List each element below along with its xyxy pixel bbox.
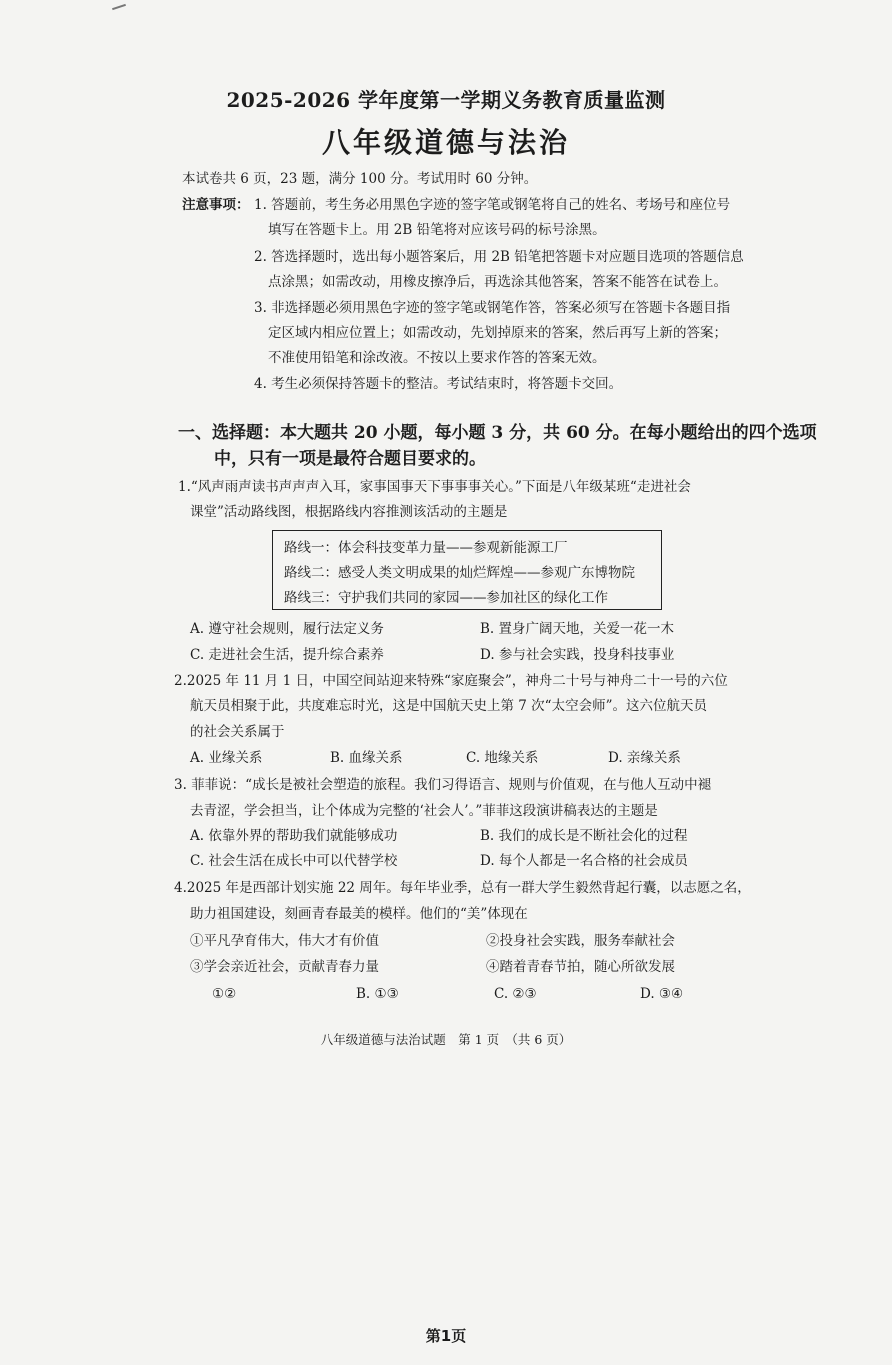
question-4-stem: 4.2025 年是西部计划实施 22 周年。每年毕业季，总有一群大学生毅然背起行囊，以志愿之名， bbox=[174, 880, 751, 896]
section-heading-cont: 中，只有一项是最符合题目要求的。 bbox=[214, 449, 486, 469]
section-heading: 一、选择题：本大题共 20 小题，每小题 3 分，共 60 分。在每小题给出的四个选项 bbox=[178, 423, 817, 443]
q1-option-d: D. 参与社会实践，投身科技事业 bbox=[480, 647, 675, 663]
q2-option-b: B. 血缘关系 bbox=[330, 750, 403, 766]
exam-title: 2025-2026 学年度第一学期义务教育质量监测 bbox=[226, 88, 666, 112]
note-line: 填写在答题卡上。用 2B 铅笔将对应该号码的标号涂黑。 bbox=[268, 222, 606, 238]
q2-option-a: A. 业缘关系 bbox=[190, 750, 263, 766]
question-3-stem: 3. 菲菲说：“成长是被社会塑造的旅程。我们习得语言、规则与价值观，在与他人互动中褪 bbox=[174, 777, 712, 793]
q1-option-c: C. 走进社会生活，提升综合素养 bbox=[190, 647, 384, 663]
q4-item-4: ④踏着青春节拍，随心所欲发展 bbox=[486, 959, 675, 975]
page-footer: 八年级道德与法治试题 第 1 页 （共 6 页） bbox=[320, 1032, 572, 1047]
note-line: 不准使用铅笔和涂改液。不按以上要求作答的答案无效。 bbox=[268, 350, 606, 366]
note-line: 定区域内相应位置上；如需改动，先划掉原来的答案，然后再写上新的答案； bbox=[268, 325, 727, 341]
note-line: 4. 考生必须保持答题卡的整洁。考试结束时，将答题卡交回。 bbox=[254, 376, 623, 392]
q4-item-3: ③学会亲近社会，贡献青春力量 bbox=[190, 959, 379, 975]
q4-option-a: ①② bbox=[212, 986, 237, 1002]
question-4-stem-cont: 助力祖国建设，刻画青春最美的模样。他们的“美”体现在 bbox=[190, 906, 528, 922]
note-line: 2. 答选择题时，选出每小题答案后，用 2B 铅笔把答题卡对应题目选项的答题信息 bbox=[254, 249, 744, 265]
q4-item-1: ①平凡孕育伟大，伟大才有价值 bbox=[190, 933, 379, 949]
q3-option-a: A. 依靠外界的帮助我们就能够成功 bbox=[190, 828, 398, 844]
q4-option-b: B. ①③ bbox=[356, 986, 399, 1002]
q4-option-d: D. ③④ bbox=[640, 986, 684, 1002]
page-number: 第1页 bbox=[425, 1327, 467, 1345]
note-line: 点涂黑；如需改动，用橡皮擦净后，再选涂其他答案，答案不能答在试卷上。 bbox=[268, 274, 727, 290]
question-1-stem: 1.“风声雨声读书声声声入耳，家事国事天下事事事关心。”下面是八年级某班“走进社会 bbox=[178, 479, 691, 495]
note-line: 1. 答题前，考生务必用黑色字迹的签字笔或钢笔将自己的姓名、考场号和座位号 bbox=[254, 197, 731, 213]
q2-option-c: C. 地缘关系 bbox=[466, 750, 539, 766]
q4-option-c: C. ②③ bbox=[494, 986, 537, 1002]
subject-title: 八年级道德与法治 bbox=[321, 126, 570, 159]
intro-text: 本试卷共 6 页，23 题，满分 100 分。考试用时 60 分钟。 bbox=[182, 171, 538, 187]
q3-option-c: C. 社会生活在成长中可以代替学校 bbox=[190, 853, 398, 869]
question-2-stem-cont: 的社会关系属于 bbox=[190, 724, 285, 740]
route-1: 路线一：体会科技变革力量——参观新能源工厂 bbox=[284, 540, 568, 556]
q4-item-2: ②投身社会实践，服务奉献社会 bbox=[486, 933, 675, 949]
note-line: 3. 非选择题必须用黑色字迹的签字笔或钢笔作答，答案必须写在答题卡各题目指 bbox=[254, 300, 731, 316]
q1-option-a: A. 遵守社会规则，履行法定义务 bbox=[190, 621, 384, 637]
q3-option-b: B. 我们的成长是不断社会化的过程 bbox=[480, 828, 688, 844]
notes-label: 注意事项： bbox=[182, 197, 250, 213]
question-2-stem-cont: 航天员相聚于此，共度难忘时光，这是中国航天史上第 7 次“太空会师”。这六位航天员 bbox=[190, 698, 707, 714]
scan-mark bbox=[112, 4, 126, 10]
question-3-stem-cont: 去青涩，学会担当，让个体成为完整的‘社会人’。”菲菲这段演讲稿表达的主题是 bbox=[190, 803, 658, 819]
q2-option-d: D. 亲缘关系 bbox=[608, 750, 681, 766]
question-2-stem: 2.2025 年 11 月 1 日，中国空间站迎来特殊“家庭聚会”，神舟二十号与神舟二十一号的六位 bbox=[174, 673, 728, 689]
q1-option-b: B. 置身广阔天地，关爱一花一木 bbox=[480, 621, 675, 637]
question-1-stem-cont: 课堂”活动路线图，根据路线内容推测该活动的主题是 bbox=[190, 504, 508, 520]
route-3: 路线三：守护我们共同的家园——参加社区的绿化工作 bbox=[284, 590, 608, 606]
route-2: 路线二：感受人类文明成果的灿烂辉煌——参观广东博物院 bbox=[284, 565, 635, 581]
q3-option-d: D. 每个人都是一名合格的社会成员 bbox=[480, 853, 688, 869]
